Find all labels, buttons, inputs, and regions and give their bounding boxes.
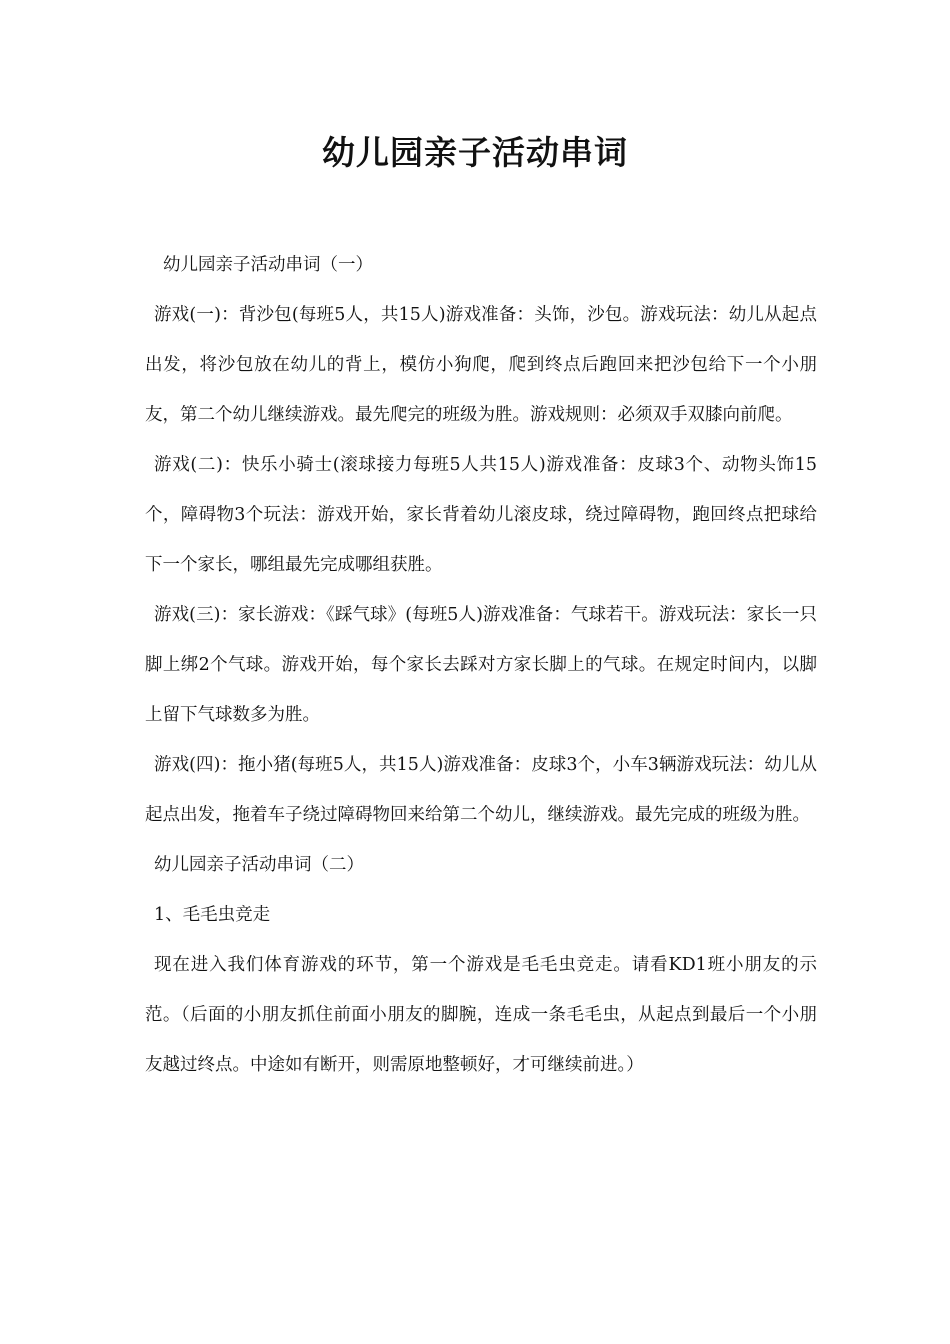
document-title: 幼儿园亲子活动串词 bbox=[322, 133, 628, 172]
game-4-paragraph: 游戏(四)：拖小猪(每班5人，共15人)游戏准备：皮球3个，小车3辆游戏玩法：幼儿从起点出发，拖着车子绕过障碍物回来给第二个幼儿，继续游戏。最先完成的班级为胜。 bbox=[145, 755, 817, 825]
section-heading-1: 幼儿园亲子活动串词（一） bbox=[163, 255, 373, 275]
item-heading-1: 1、毛毛虫竞走 bbox=[154, 905, 271, 925]
game-3-paragraph: 游戏(三)：家长游戏：《踩气球》(每班5人)游戏准备：气球若干。游戏玩法：家长一只脚上绑2个气球。游戏开始，每个家长去踩对方家长脚上的气球。在规定时间内，以脚上留下气球数多为胜。 bbox=[145, 605, 817, 725]
document-body bbox=[145, 240, 817, 1090]
item-1-paragraph: 现在进入我们体育游戏的环节，第一个游戏是毛毛虫竞走。请看KD1班小朋友的示范。（后面的小朋友抓住前面小朋友的脚腕，连成一条毛毛虫，从起点到最后一个小朋友越过终点。中途如有断开，则需原地整顿好，才可继续前进。） bbox=[145, 955, 817, 1075]
section-heading-2: 幼儿园亲子活动串词（二） bbox=[154, 855, 364, 875]
game-2-paragraph: 游戏(二)：快乐小骑士(滚球接力每班5人共15人)游戏准备：皮球3个、动物头饰15个，障碍物3个玩法：游戏开始，家长背着幼儿滚皮球，绕过障碍物，跑回终点把球给下一个家长，哪组最先完成哪组获胜。 bbox=[145, 455, 817, 575]
game-1-paragraph: 游戏(一)：背沙包(每班5人，共15人)游戏准备：头饰，沙包。游戏玩法：幼儿从起点出发，将沙包放在幼儿的背上，模仿小狗爬，爬到终点后跑回来把沙包给下一个小朋友，第二个幼儿继续游戏。最先爬完的班级为胜。游戏规则：必须双手双膝向前爬。 bbox=[145, 305, 817, 425]
